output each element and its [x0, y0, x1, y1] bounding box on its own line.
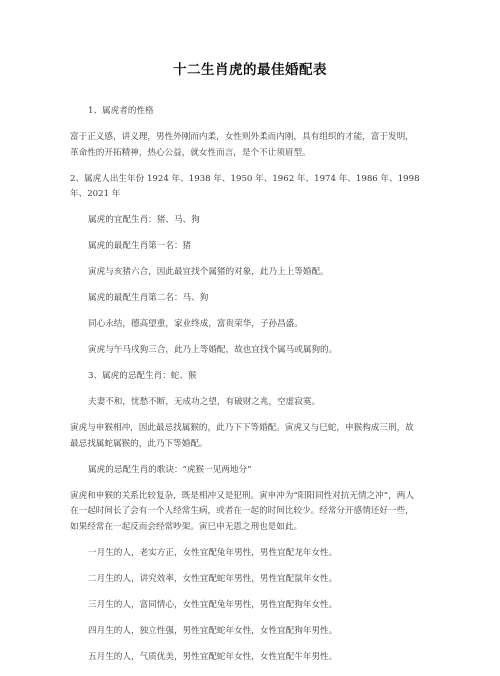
paragraph-verse: 属虎的忌配生肖的歌诀：“虎猴一见两地分”: [88, 464, 252, 475]
paragraph-personality: 富于正义感，讲义理，男性外刚而内柔，女性则外柔而内刚，具有组织的才能，富于发明，革命性的开拓精神，热心公益，就女性而言，是个不让须眉型。: [70, 132, 414, 158]
paragraph-monkey-conflict: 寅虎与申猴相冲，因此最忌找属猴的，此乃下下等婚配。寅虎又与巳蛇，申猴构成三刑，故最忌找属蛇属猴的，此乃下等婚配。: [70, 423, 414, 449]
section-heading-personality: 1、属虎者的性格: [88, 106, 154, 116]
paragraph-harmony: 同心永结，德高望重，家业终成，富贵荣华，子孙昌盛。: [88, 319, 303, 329]
paragraph-discord: 夫妻不和，忧愁不断，无成功之望，有破财之兆，空虚寂寞。: [88, 397, 321, 407]
paragraph-best-match-first: 属虎的最配生肖第一名：猪: [88, 241, 192, 251]
paragraph-best-match-second: 属虎的最配生肖第二名：马、狗: [88, 293, 209, 303]
page-title: 十二生肖虎的最佳婚配表: [173, 62, 327, 78]
section-heading-avoid: 3、属虎的忌配生肖：蛇、猴: [88, 371, 197, 381]
paragraph-suitable-zodiacs: 属虎的宜配生肖：猪、马、狗: [88, 215, 200, 225]
paragraph-month-5: 五月生的人，气质优美，男性宜配蛇年女性，女性宜配牛年男性。: [88, 651, 338, 662]
paragraph-complex-relation: 寅虎和申猴的关系比较复杂，既是相冲又是犯刑。寅申冲为“阳阳同性对抗无情之冲”，两人在一起时间长了会有一个人经常生病，或者在一起的时间比较少。经常分开感情还好一些，如果经常在一起反而会经常吵架。寅巳申无恩之刑也是如此。: [70, 490, 414, 532]
paragraph-month-2: 二月生的人，讲究效率，女性宜配蛇年男性，男性宜配鼠年女性。: [88, 573, 338, 584]
paragraph-month-4: 四月生的人，独立性强，男性宜配蛇年女性，女性宜配狗年男性。: [88, 625, 338, 636]
paragraph-pig-match: 寅虎与亥猪六合，因此最宜找个属猪的对象，此乃上上等婚配。: [88, 267, 329, 277]
document-body: [70, 104, 420, 676]
paragraph-horse-dog-match: 寅虎与午马戌狗三合，此乃上等婚配，故也宜找个属马或属狗的。: [88, 345, 338, 355]
paragraph-month-1: 一月生的人，老实方正，女性宜配兔年男性，男性宜配龙年女性。: [88, 547, 338, 558]
paragraph-month-3: 三月生的人，富同情心，女性宜配兔年男性，男性宜配狗年女性。: [88, 599, 338, 610]
section-heading-birth-years: 2、属虎人出生年份 1924 年、1938 年、1950 年、1962 年、1974 年、1986 年、1998 年、2021 年: [70, 173, 420, 199]
